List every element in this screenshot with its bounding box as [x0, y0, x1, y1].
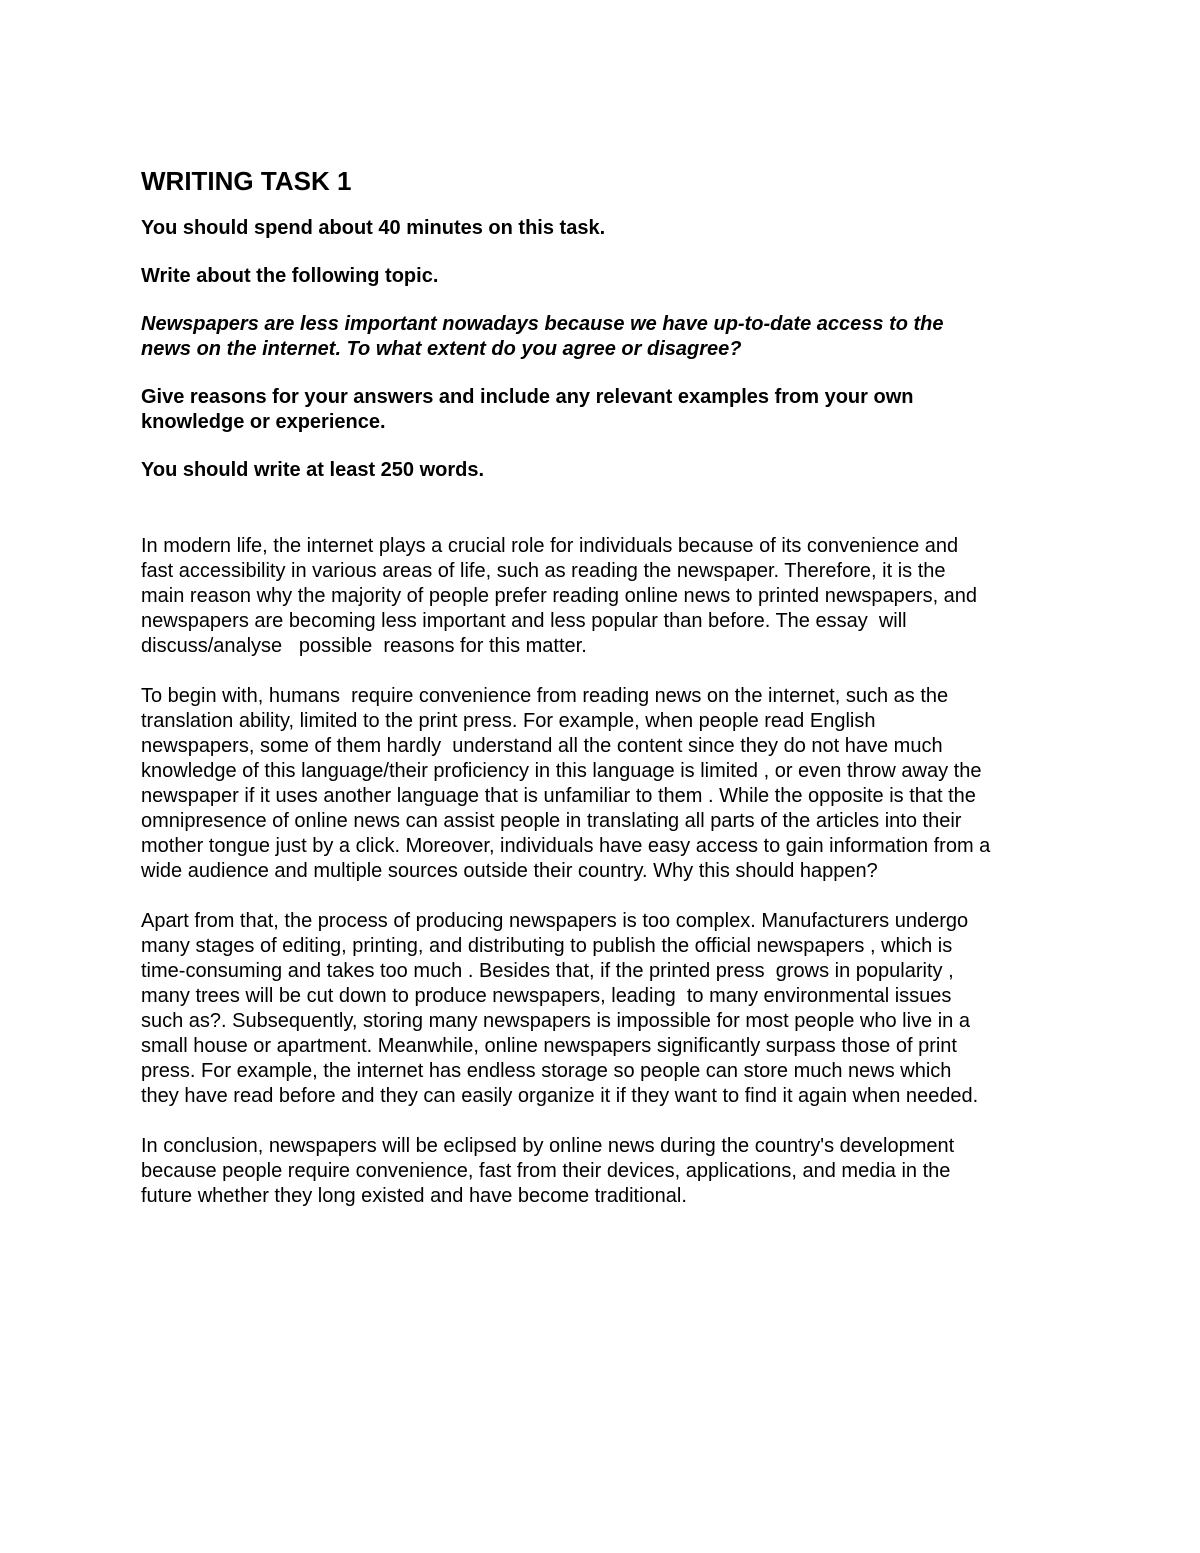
essay-line: In modern life, the internet plays a crucial role for individuals because of its convenience and	[141, 535, 959, 557]
essay-line: translation ability, limited to the print press. For example, when people read English	[141, 710, 876, 732]
topic-line: news on the internet. To what extent do you agree or disagree?	[141, 338, 742, 360]
essay-topic	[141, 312, 1071, 362]
task-title: WRITING TASK 1	[141, 166, 352, 196]
essay-line: To begin with, humans require convenience from reading news on the internet, such as the	[141, 685, 949, 707]
reasons-line: knowledge or experience.	[141, 411, 386, 433]
essay-line: press. For example, the internet has endless storage so people can store much news which	[141, 1060, 952, 1082]
essay-paragraph-conclusion	[141, 1134, 1071, 1209]
essay-line: future whether they long existed and have become traditional.	[141, 1185, 687, 1207]
essay-line: many stages of editing, printing, and distributing to publish the official newspapers , which is	[141, 935, 953, 957]
time-instruction: You should spend about 40 minutes on this task.	[141, 217, 606, 239]
essay-line: many trees will be cut down to produce newspapers, leading to many environmental issues	[141, 985, 952, 1007]
essay-line: mother tongue just by a click. Moreover, individuals have easy access to gain information from a	[141, 835, 991, 857]
document-content	[141, 166, 1071, 1234]
essay-line: discuss/analyse possible reasons for this matter.	[141, 635, 587, 657]
essay-line: wide audience and multiple sources outside their country. Why this should happen?	[141, 860, 878, 882]
essay-line: time-consuming and takes too much . Besides that, if the printed press grows in popularity ,	[141, 960, 954, 982]
essay-line: knowledge of this language/their proficiency in this language is limited , or even throw away the	[141, 760, 982, 782]
essay-line: Apart from that, the process of producing newspapers is too complex. Manufacturers undergo	[141, 910, 969, 932]
word-count-instruction: You should write at least 250 words.	[141, 459, 485, 481]
write-about-instruction: Write about the following topic.	[141, 265, 439, 287]
essay-line: they have read before and they can easily organize it if they want to find it again when needed.	[141, 1085, 979, 1107]
essay-line: newspaper if it uses another language that is unfamiliar to them . While the opposite is that the	[141, 785, 976, 807]
reasons-line: Give reasons for your answers and include any relevant examples from your own	[141, 386, 914, 408]
essay-line: fast accessibility in various areas of life, such as reading the newspaper. Therefore, it is the	[141, 560, 946, 582]
essay-paragraph-body-2	[141, 909, 1071, 1109]
reasons-instruction	[141, 385, 1071, 435]
essay-paragraph-body-1	[141, 684, 1071, 884]
essay-paragraph-introduction	[141, 534, 1071, 659]
essay-line: omnipresence of online news can assist people in translating all parts of the articles into their	[141, 810, 962, 832]
essay-line: because people require convenience, fast from their devices, applications, and media in the	[141, 1160, 951, 1182]
essay-line: main reason why the majority of people prefer reading online news to printed newspapers, and	[141, 585, 978, 607]
essay-line: In conclusion, newspapers will be eclipsed by online news during the country's development	[141, 1135, 955, 1157]
topic-line: Newspapers are less important nowadays because we have up-to-date access to the	[141, 313, 944, 335]
essay-line: newspapers, some of them hardly understand all the content since they do not have much	[141, 735, 943, 757]
essay-line: newspapers are becoming less important and less popular than before. The essay will	[141, 610, 907, 632]
section-spacer	[141, 506, 1071, 534]
essay-line: small house or apartment. Meanwhile, online newspapers significantly surpass those of print	[141, 1035, 957, 1057]
essay-line: such as?. Subsequently, storing many newspapers is impossible for most people who live in a	[141, 1010, 970, 1032]
